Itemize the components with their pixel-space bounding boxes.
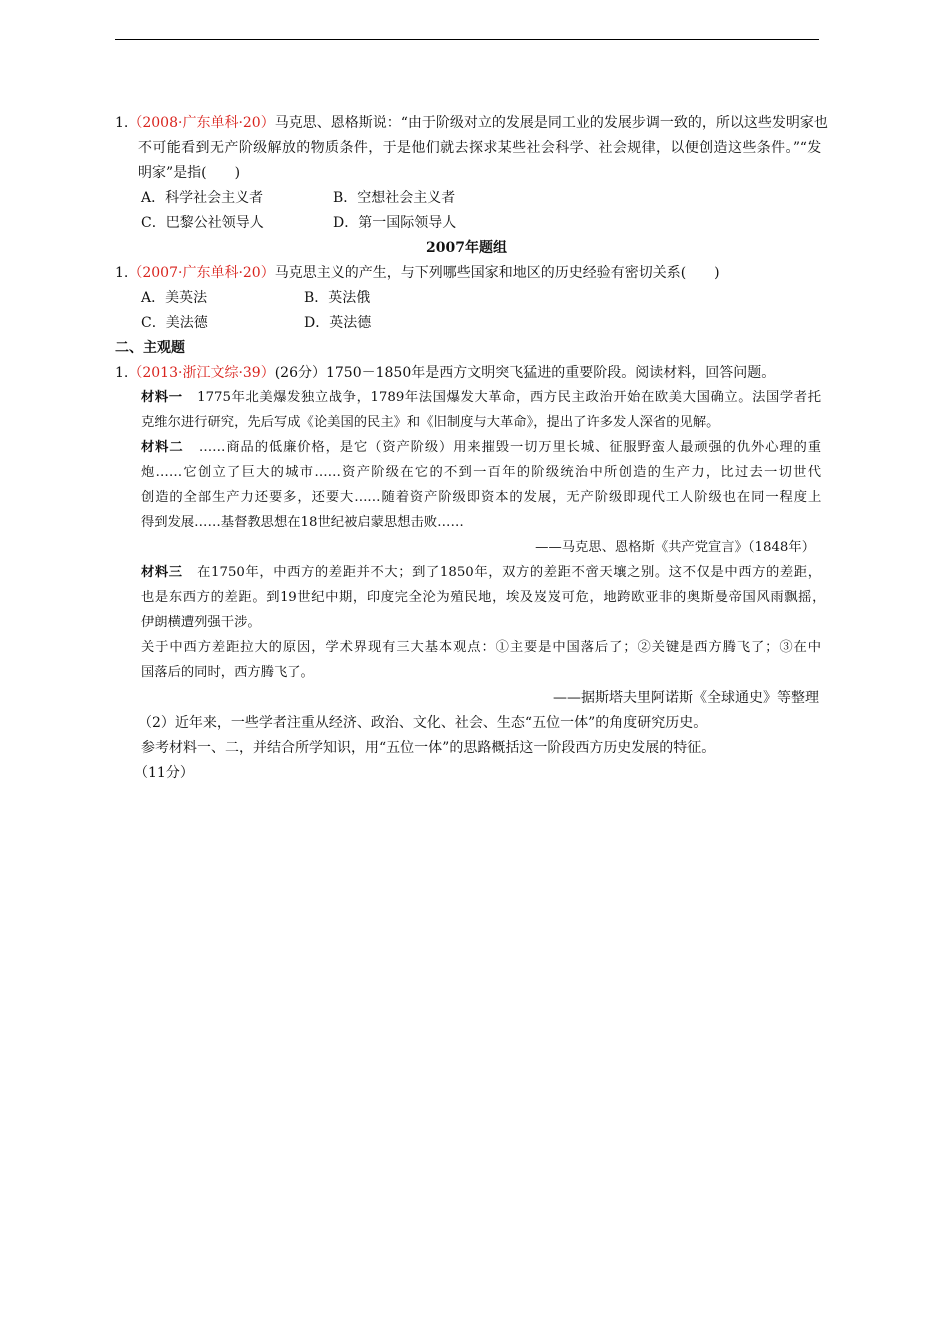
header-rule [115,39,819,40]
option-b: B．英法俄 [304,290,371,306]
question-source: （2007·广东单科·20） [128,265,275,281]
material-3-line5: 国落后的同时，西方腾飞了。 [141,665,314,680]
material-label: 材料三 [141,565,183,580]
material-2-citation: ——马克思、恩格斯《共产党宣言》（1848年） [535,540,815,555]
section-heading: 二、主观题 [115,340,185,356]
group-heading-2007: 2007年题组 [426,240,507,256]
question-2008-line3: 明家”是指( ) [138,165,241,181]
question-2013-line1 [115,363,775,383]
material-3-citation: ——据斯塔夫里阿诺斯《全球通史》等整理 [553,690,819,706]
material-1-line1 [141,388,821,408]
material-3-line2: 也是东西方的差距。到19世纪中期，印度完全沦为殖民地，埃及岌岌可危，地跨欧亚非的奥斯曼帝国风雨飘摇， [141,590,825,605]
subquestion-2-line2: 参考材料一、二，并结合所学知识，用“五位一体”的思路概括这一阶段西方历史发展的特征。 [141,740,716,756]
material-3-line4: 关于中西方差距拉大的原因，学术界现有三大基本观点：①主要是中国落后了；②关键是西方腾飞了；③在中 [141,640,821,655]
question-2008-line2: 不可能看到无产阶级解放的物质条件，于是他们就去探求某些社会科学、社会规律，以便创造这些条件。”“发 [138,140,821,156]
subquestion-2-line1: （2）近年来，一些学者注重从经济、政治、文化、社会、生态“五位一体”的角度研究历史。 [138,715,708,731]
question-source: （2008·广东单科·20） [128,115,275,131]
option-a: A．美英法 [141,290,208,306]
option-d: D．第一国际领导人 [333,215,457,231]
option-c: C．美法德 [141,315,208,331]
option-d: D．英法德 [304,315,372,331]
material-label: 材料一 [141,390,183,405]
question-2007-line1 [115,263,720,283]
subquestion-2-points: （11分） [134,765,194,781]
material-3-line1 [141,563,821,583]
question-stem: 马克思主义的产生，与下列哪些国家和地区的历史经验有密切关系( ) [274,265,720,281]
material-3-line3: 伊朗横遭列强干涉。 [141,615,261,630]
question-stem: (26分）1750－1850年是西方文明突飞猛进的重要阶段。阅读材料，回答问题。 [274,365,776,381]
option-a: A．科学社会主义者 [141,190,264,206]
question-number: 1. [115,265,129,281]
question-number: 1. [115,365,129,381]
question-source: （2013·浙江文综·39） [128,365,275,381]
material-2-line3: 创造的全部生产力还要多，还要大……随着资产阶级即资本的发展，无产阶级即现代工人阶级也在同一程度上 [141,490,821,505]
material-1-line2: 克维尔进行研究，先后写成《论美国的民主》和《旧制度与大革命》，提出了许多发人深省的见解。 [141,415,720,430]
material-2-line4: 得到发展……基督教思想在18世纪被启蒙思想击败…… [141,515,464,530]
option-b: B．空想社会主义者 [333,190,456,206]
material-text: 1775年北美爆发独立战争，1789年法国爆发大革命，西方民主政治开始在欧美大国确立。法国学者托 [197,390,821,405]
question-number: 1. [115,115,129,131]
material-2-line1 [141,438,821,458]
material-text: 在1750年，中西方的差距并不大；到了1850年，双方的差距不啻天壤之别。这不仅是中西方的差距， [197,565,821,580]
material-2-line2: 炮……它创立了巨大的城市……资产阶级在它的不到一百年的阶级统治中所创造的生产力，比过去一切世代 [141,465,821,480]
question-stem: 马克思、恩格斯说：“由于阶级对立的发展是同工业的发展步调一致的，所以这些发明家也 [274,115,828,131]
material-text: ……商品的低廉价格，是它（资产阶级）用来摧毁一切万里长城、征服野蛮人最顽强的仇外心理的重 [198,440,822,455]
material-label: 材料二 [141,440,184,455]
option-c: C．巴黎公社领导人 [141,215,264,231]
question-2008-line1 [115,113,828,133]
